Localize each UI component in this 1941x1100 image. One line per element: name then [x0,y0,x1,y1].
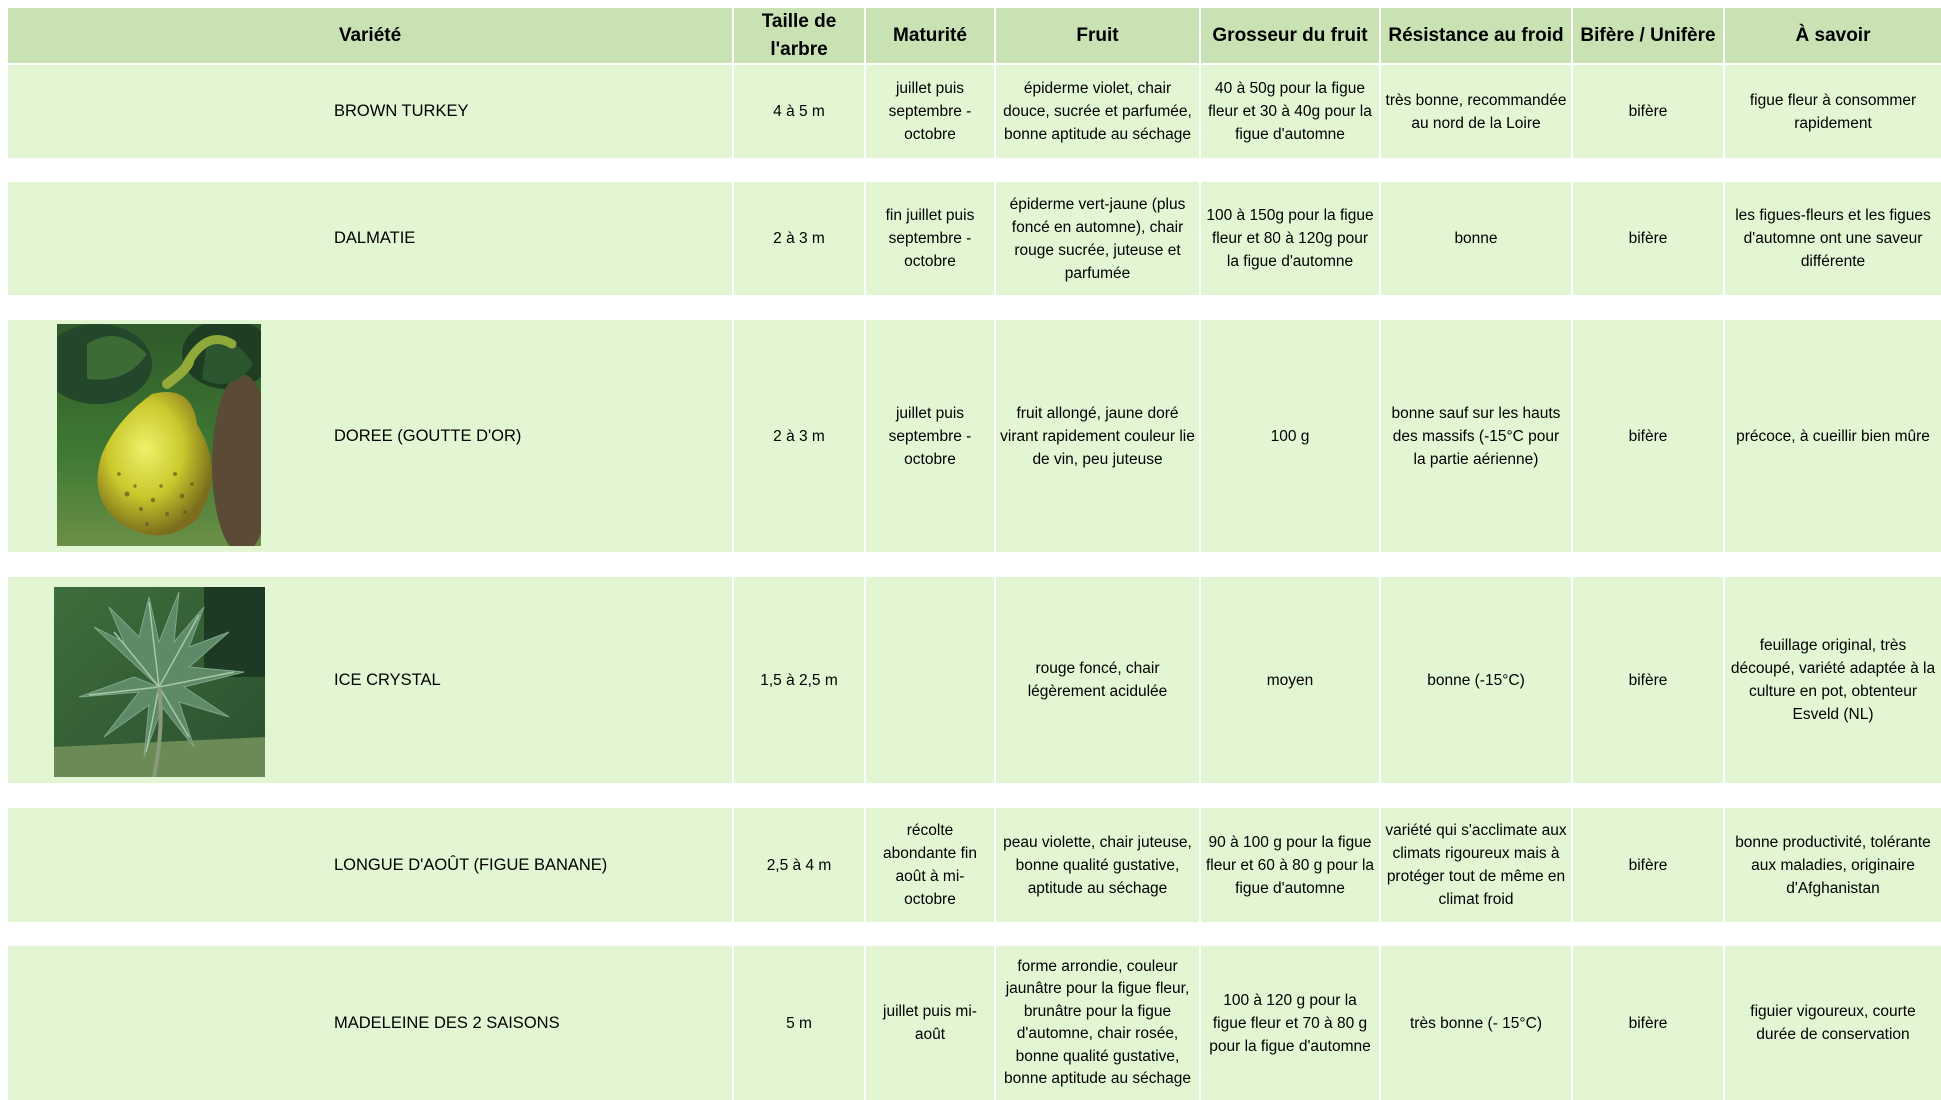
cell-maturite: fin juillet puis septembre - octobre [866,182,994,295]
cell-savoir: feuillage original, très découpé, variété adaptée à la culture en pot, obtenteur Esveld (NL) [1725,577,1941,783]
cell-taille: 2,5 à 4 m [734,808,864,922]
header-grosseur: Grosseur du fruit [1201,8,1379,63]
cell-maturite: juillet puis septembre - octobre [866,320,994,552]
fig-leaf-photo [54,587,265,777]
cell-variete: LONGUE D'AOÛT (FIGUE BANANE) [8,808,732,922]
cell-maturite [866,577,994,783]
cell-maturite: juillet puis mi-août [866,946,994,1100]
header-variete: Variété [8,8,732,63]
cell-fruit: peau violette, chair juteuse, bonne qualité gustative, aptitude au séchage [996,808,1199,922]
cell-variete: BROWN TURKEY [8,65,732,158]
cell-savoir: les figues-fleurs et les figues d'automne ont une saveur différente [1725,182,1941,295]
cell-variete: ICE CRYSTAL [8,577,732,783]
header-bifere: Bifère / Unifère [1573,8,1723,63]
cell-resistance: très bonne (- 15°C) [1381,946,1571,1100]
cell-bifere: bifère [1573,182,1723,295]
cell-fruit: épiderme violet, chair douce, sucrée et parfumée, bonne aptitude au séchage [996,65,1199,158]
header-savoir: À savoir [1725,8,1941,63]
cell-resistance: variété qui s'acclimate aux climats rigoureux mais à protéger tout de même en climat froid [1381,808,1571,922]
cell-variete: DALMATIE [8,182,732,295]
cell-fruit: fruit allongé, jaune doré virant rapidement couleur lie de vin, peu juteuse [996,320,1199,552]
cell-savoir: figue fleur à consommer rapidement [1725,65,1941,158]
cell-fruit: rouge foncé, chair légèrement acidulée [996,577,1199,783]
cell-taille: 4 à 5 m [734,65,864,158]
cell-bifere: bifère [1573,946,1723,1100]
cell-maturite: récolte abondante fin août à mi-octobre [866,808,994,922]
cell-fruit: épiderme vert-jaune (plus foncé en automne), chair rouge sucrée, juteuse et parfumée [996,182,1199,295]
cell-resistance: bonne (-15°C) [1381,577,1571,783]
header-maturite: Maturité [866,8,994,63]
yellow-fig-photo-image [57,324,261,546]
header-taille: Taille de l'arbre [734,8,864,63]
cell-grosseur: 100 à 150g pour la figue fleur et 80 à 120g pour la figue d'automne [1201,182,1379,295]
cell-resistance: bonne [1381,182,1571,295]
cell-bifere: bifère [1573,577,1723,783]
cell-bifere: bifère [1573,808,1723,922]
header-fruit: Fruit [996,8,1199,63]
cell-grosseur: moyen [1201,577,1379,783]
cell-savoir: figuier vigoureux, courte durée de conservation [1725,946,1941,1100]
cell-maturite: juillet puis septembre - octobre [866,65,994,158]
cell-variete: DOREE (GOUTTE D'OR) [8,320,732,552]
cell-taille: 2 à 3 m [734,320,864,552]
cell-bifere: bifère [1573,320,1723,552]
cell-grosseur: 100 g [1201,320,1379,552]
cell-savoir: bonne productivité, tolérante aux maladies, originaire d'Afghanistan [1725,808,1941,922]
cell-fruit: forme arrondie, couleur jaunâtre pour la figue fleur, brunâtre pour la figue d'automne, chair rosée, bonne qualité gustative, bonne aptitude au séchage [996,946,1199,1100]
cell-taille: 1,5 à 2,5 m [734,577,864,783]
cell-bifere: bifère [1573,65,1723,158]
yellow-fig-photo [57,324,261,546]
cell-savoir: précoce, à cueillir bien mûre [1725,320,1941,552]
header-resistance: Résistance au froid [1381,8,1571,63]
cell-taille: 5 m [734,946,864,1100]
cell-variete: MADELEINE DES 2 SAISONS [8,946,732,1100]
cell-taille: 2 à 3 m [734,182,864,295]
fig-leaf-photo-image [54,587,265,777]
cell-grosseur: 90 à 100 g pour la figue fleur et 60 à 80 g pour la figue d'automne [1201,808,1379,922]
cell-grosseur: 40 à 50g pour la figue fleur et 30 à 40g pour la figue d'automne [1201,65,1379,158]
cell-resistance: bonne sauf sur les hauts des massifs (-15°C pour la partie aérienne) [1381,320,1571,552]
cell-resistance: très bonne, recommandée au nord de la Loire [1381,65,1571,158]
cell-grosseur: 100 à 120 g pour la figue fleur et 70 à 80 g pour la figue d'automne [1201,946,1379,1100]
